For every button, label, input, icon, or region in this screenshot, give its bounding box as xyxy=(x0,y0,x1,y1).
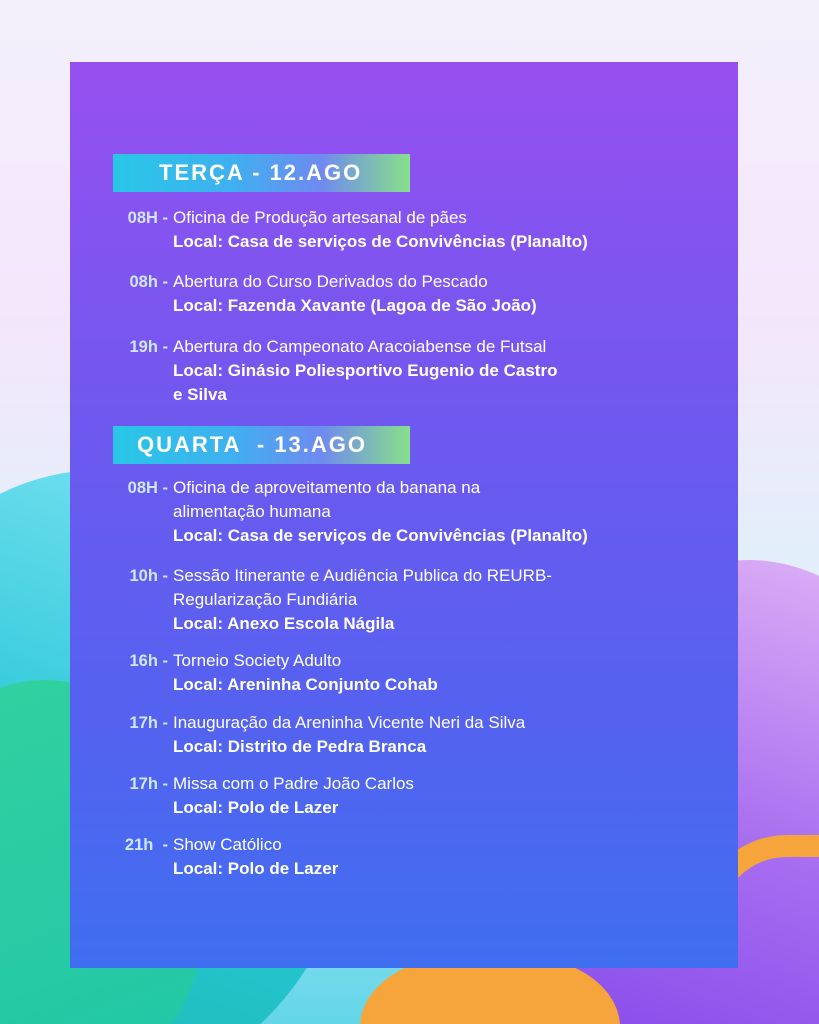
event-title: Missa com o Padre João Carlos xyxy=(173,774,414,793)
event-location: Local: Casa de serviços de Convivências (Planalto) xyxy=(173,232,588,251)
event-time: 21h - xyxy=(124,836,168,854)
event-title: alimentação humana xyxy=(173,502,331,521)
event-location: Local: Anexo Escola Nágila xyxy=(173,614,395,633)
event-location: Local: Ginásio Poliesportivo Eugenio de Castro xyxy=(173,361,558,380)
event-title: Abertura do Curso Derivados do Pescado xyxy=(173,272,488,291)
event-title: Inauguração da Areninha Vicente Neri da Silva xyxy=(173,713,526,732)
day-header-terca xyxy=(113,154,410,192)
event-title: Show Católico xyxy=(173,835,282,854)
event-time: 10h - xyxy=(129,567,168,585)
event-time: 17h - xyxy=(129,775,168,793)
day-header-label: TERÇA - 12.AGO xyxy=(159,160,363,185)
event-title: Sessão Itinerante e Audiência Publica do REURB- xyxy=(173,566,552,585)
day-header-quarta xyxy=(113,426,410,464)
event-title: Regularização Fundiária xyxy=(173,590,358,609)
event-location: Local: Polo de Lazer xyxy=(173,859,339,878)
event-location: Local: Distrito de Pedra Branca xyxy=(173,737,427,756)
event-time: 08H - xyxy=(127,479,168,497)
event-time: 16h - xyxy=(129,652,168,670)
event-title: Torneio Society Adulto xyxy=(173,651,342,670)
event-time: 08H - xyxy=(127,209,168,227)
event-title: Oficina de Produção artesanal de pães xyxy=(173,208,467,227)
event-location: Local: Fazenda Xavante (Lagoa de São João) xyxy=(173,296,537,315)
day-header-label: QUARTA - 13.AGO xyxy=(137,432,368,457)
event-location: Local: Areninha Conjunto Cohab xyxy=(173,675,438,694)
schedule-card xyxy=(70,62,738,968)
event-time: 08h - xyxy=(129,273,168,291)
event-location: Local: Casa de serviços de Convivências (Planalto) xyxy=(173,526,588,545)
event-time: 17h - xyxy=(129,714,168,732)
event-time: 19h - xyxy=(129,338,168,356)
event-title: Abertura do Campeonato Aracoiabense de Futsal xyxy=(173,337,547,356)
event-location: e Silva xyxy=(173,385,227,404)
event-location: Local: Polo de Lazer xyxy=(173,798,339,817)
event-title: Oficina de aproveitamento da banana na xyxy=(173,478,481,497)
